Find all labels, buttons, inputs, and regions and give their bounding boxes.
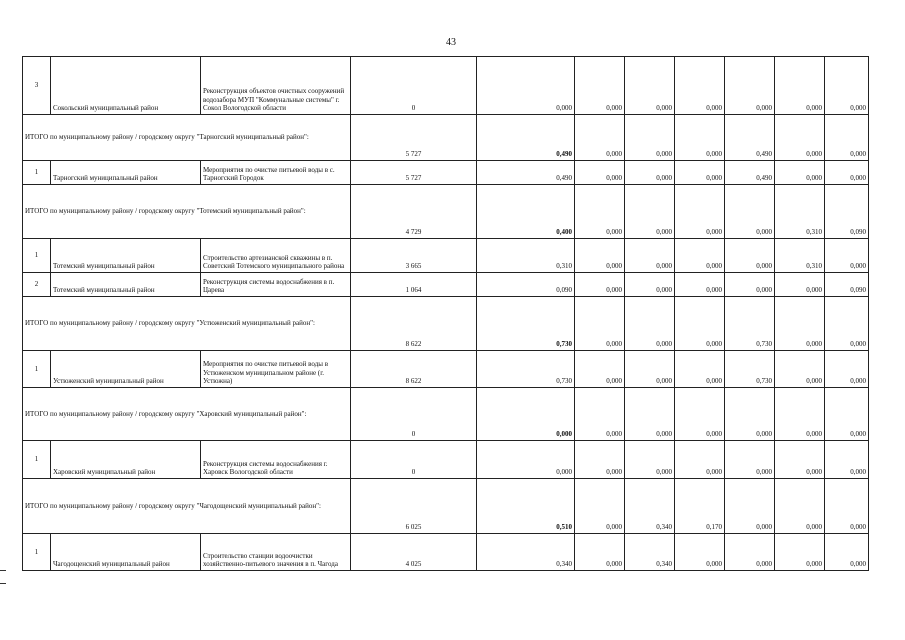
- year-value-6: 0,000: [825, 161, 869, 185]
- row-index: 1: [23, 351, 51, 388]
- total-value: 0,730: [477, 297, 575, 351]
- year-value-2: 0,000: [625, 239, 675, 273]
- year-value-1: 0,000: [575, 534, 625, 571]
- table-row: [23, 161, 869, 185]
- year-value-3: 0,000: [675, 161, 725, 185]
- year-value-1: 0,000: [575, 57, 625, 115]
- district-name: Устюженский муниципальный район: [51, 351, 201, 388]
- year-value-2: 0,000: [625, 185, 675, 239]
- year-value-5: 0,000: [775, 351, 825, 388]
- total-label-cell: [23, 185, 351, 239]
- total-value: 0,730: [477, 351, 575, 388]
- district-name: Тотемский муниципальный район: [51, 239, 201, 273]
- year-value-2: 0,000: [625, 388, 675, 441]
- table-row: [23, 534, 869, 571]
- capacity-value: 8 622: [351, 297, 477, 351]
- capacity-value: 5 727: [351, 161, 477, 185]
- year-value-3: 0,000: [675, 115, 725, 161]
- year-value-1: 0,000: [575, 297, 625, 351]
- year-value-6: 0,000: [825, 534, 869, 571]
- total-value: 0,000: [477, 441, 575, 479]
- year-value-5: 0,000: [775, 161, 825, 185]
- total-row: [23, 388, 869, 441]
- total-row: [23, 185, 869, 239]
- total-label: ИТОГО по муниципальному району / городскому округу "Тотемский муниципальный район":: [25, 207, 306, 216]
- year-value-1: 0,000: [575, 115, 625, 161]
- capacity-value: 3 665: [351, 239, 477, 273]
- year-value-5: 0,000: [775, 534, 825, 571]
- table-row: [23, 57, 869, 115]
- total-label: ИТОГО по муниципальному району / городскому округу "Харовский муниципальный район":: [25, 409, 307, 418]
- measure-name: Строительство станции водоочистки хозяйственно-питьевого значения в п. Чагода: [201, 534, 351, 571]
- year-value-1: 0,000: [575, 479, 625, 534]
- year-value-3: 0,000: [675, 441, 725, 479]
- year-value-6: 0,090: [825, 185, 869, 239]
- total-value: 0,090: [477, 273, 575, 297]
- year-value-2: 0,000: [625, 273, 675, 297]
- year-value-2: 0,000: [625, 297, 675, 351]
- year-value-4: 0,000: [725, 239, 775, 273]
- table-row: [23, 351, 869, 388]
- year-value-3: 0,000: [675, 297, 725, 351]
- district-name: Харовский муниципальный район: [51, 441, 201, 479]
- year-value-6: 0,000: [825, 441, 869, 479]
- year-value-2: 0,000: [625, 161, 675, 185]
- capacity-value: 0: [351, 388, 477, 441]
- year-value-4: 0,000: [725, 185, 775, 239]
- year-value-4: 0,490: [725, 115, 775, 161]
- year-value-1: 0,000: [575, 351, 625, 388]
- year-value-4: 0,000: [725, 273, 775, 297]
- district-name: Чагодощенский муниципальный район: [51, 534, 201, 571]
- row-index: 1: [23, 441, 51, 479]
- total-label: ИТОГО по муниципальному району / городскому округу "Чагодощенский муниципальный район":: [25, 501, 321, 510]
- year-value-6: 0,000: [825, 239, 869, 273]
- measure-name: Строительство артезианской скважины в п. Советский Тотемского муниципального района: [201, 239, 351, 273]
- year-value-5: 0,310: [775, 239, 825, 273]
- year-value-3: 0,000: [675, 351, 725, 388]
- year-value-6: 0,000: [825, 115, 869, 161]
- year-value-2: 0,000: [625, 351, 675, 388]
- measure-name: Реконструкция системы водоснабжения г. Харовск Вологодской области: [201, 441, 351, 479]
- budget-table: [22, 56, 869, 571]
- row-index: 2: [23, 273, 51, 297]
- year-value-2: 0,340: [625, 479, 675, 534]
- margin-mark: [0, 570, 6, 571]
- total-value: 0,310: [477, 239, 575, 273]
- year-value-5: 0,000: [775, 273, 825, 297]
- capacity-value: 0: [351, 441, 477, 479]
- year-value-1: 0,000: [575, 441, 625, 479]
- year-value-5: 0,000: [775, 441, 825, 479]
- district-name: Тотемский муниципальный район: [51, 273, 201, 297]
- year-value-4: 0,730: [725, 297, 775, 351]
- year-value-1: 0,000: [575, 239, 625, 273]
- capacity-value: 8 622: [351, 351, 477, 388]
- year-value-5: 0,000: [775, 57, 825, 115]
- year-value-3: 0,170: [675, 479, 725, 534]
- row-index: 3: [23, 57, 51, 115]
- district-name: Сокольский муниципальный район: [51, 57, 201, 115]
- year-value-4: 0,000: [725, 388, 775, 441]
- measure-name: Мероприятия по очистке питьевой воды в с. Тарногский Городок: [201, 161, 351, 185]
- total-label-cell: [23, 115, 351, 161]
- total-value: 0,490: [477, 115, 575, 161]
- year-value-4: 0,000: [725, 57, 775, 115]
- row-index: 1: [23, 161, 51, 185]
- total-value: 0,400: [477, 185, 575, 239]
- total-label-cell: [23, 479, 351, 534]
- capacity-value: 1 064: [351, 273, 477, 297]
- year-value-5: 0,000: [775, 297, 825, 351]
- total-label-cell: [23, 297, 351, 351]
- row-index: 1: [23, 239, 51, 273]
- table-row: [23, 239, 869, 273]
- year-value-3: 0,000: [675, 185, 725, 239]
- year-value-4: 0,490: [725, 161, 775, 185]
- year-value-6: 0,090: [825, 273, 869, 297]
- year-value-1: 0,000: [575, 161, 625, 185]
- capacity-value: 5 727: [351, 115, 477, 161]
- year-value-5: 0,000: [775, 479, 825, 534]
- year-value-6: 0,000: [825, 388, 869, 441]
- total-label: ИТОГО по муниципальному району / городскому округу "Устюженский муниципальный район":: [25, 319, 315, 328]
- year-value-3: 0,000: [675, 57, 725, 115]
- year-value-5: 0,000: [775, 388, 825, 441]
- total-row: [23, 297, 869, 351]
- capacity-value: 4 729: [351, 185, 477, 239]
- margin-mark: [0, 583, 6, 584]
- year-value-4: 0,000: [725, 479, 775, 534]
- year-value-2: 0,000: [625, 115, 675, 161]
- year-value-1: 0,000: [575, 185, 625, 239]
- total-value: 0,510: [477, 479, 575, 534]
- year-value-6: 0,000: [825, 351, 869, 388]
- total-value: 0,000: [477, 388, 575, 441]
- year-value-4: 0,000: [725, 534, 775, 571]
- year-value-3: 0,000: [675, 273, 725, 297]
- total-value: 0,490: [477, 161, 575, 185]
- table-body: [23, 57, 869, 571]
- capacity-value: 0: [351, 57, 477, 115]
- total-row: [23, 115, 869, 161]
- year-value-6: 0,000: [825, 57, 869, 115]
- table-row: [23, 441, 869, 479]
- capacity-value: 6 025: [351, 479, 477, 534]
- total-value: 0,000: [477, 57, 575, 115]
- total-row: [23, 479, 869, 534]
- year-value-3: 0,000: [675, 239, 725, 273]
- page-number: 43: [446, 37, 456, 48]
- year-value-4: 0,000: [725, 441, 775, 479]
- year-value-1: 0,000: [575, 273, 625, 297]
- year-value-3: 0,000: [675, 388, 725, 441]
- year-value-2: 0,000: [625, 441, 675, 479]
- year-value-6: 0,000: [825, 297, 869, 351]
- total-label-cell: [23, 388, 351, 441]
- year-value-2: 0,000: [625, 57, 675, 115]
- measure-name: Реконструкция системы водоснабжения в п. Царева: [201, 273, 351, 297]
- year-value-1: 0,000: [575, 388, 625, 441]
- total-value: 0,340: [477, 534, 575, 571]
- row-index: 1: [23, 534, 51, 571]
- year-value-6: 0,000: [825, 479, 869, 534]
- table-row: [23, 273, 869, 297]
- measure-name: Реконструкция объектов очистных сооружений водозабора МУП "Коммунальные системы" г. Сокол Вологодской области: [201, 57, 351, 115]
- district-name: Тарногский муниципальный район: [51, 161, 201, 185]
- year-value-5: 0,000: [775, 115, 825, 161]
- year-value-4: 0,730: [725, 351, 775, 388]
- measure-name: Мероприятия по очистке питьевой воды в Устюженском муниципальном районе (г. Устюжна): [201, 351, 351, 388]
- year-value-2: 0,340: [625, 534, 675, 571]
- year-value-5: 0,310: [775, 185, 825, 239]
- year-value-3: 0,000: [675, 534, 725, 571]
- total-label: ИТОГО по муниципальному району / городскому округу "Тарногский муниципальный район":: [25, 133, 309, 142]
- capacity-value: 4 025: [351, 534, 477, 571]
